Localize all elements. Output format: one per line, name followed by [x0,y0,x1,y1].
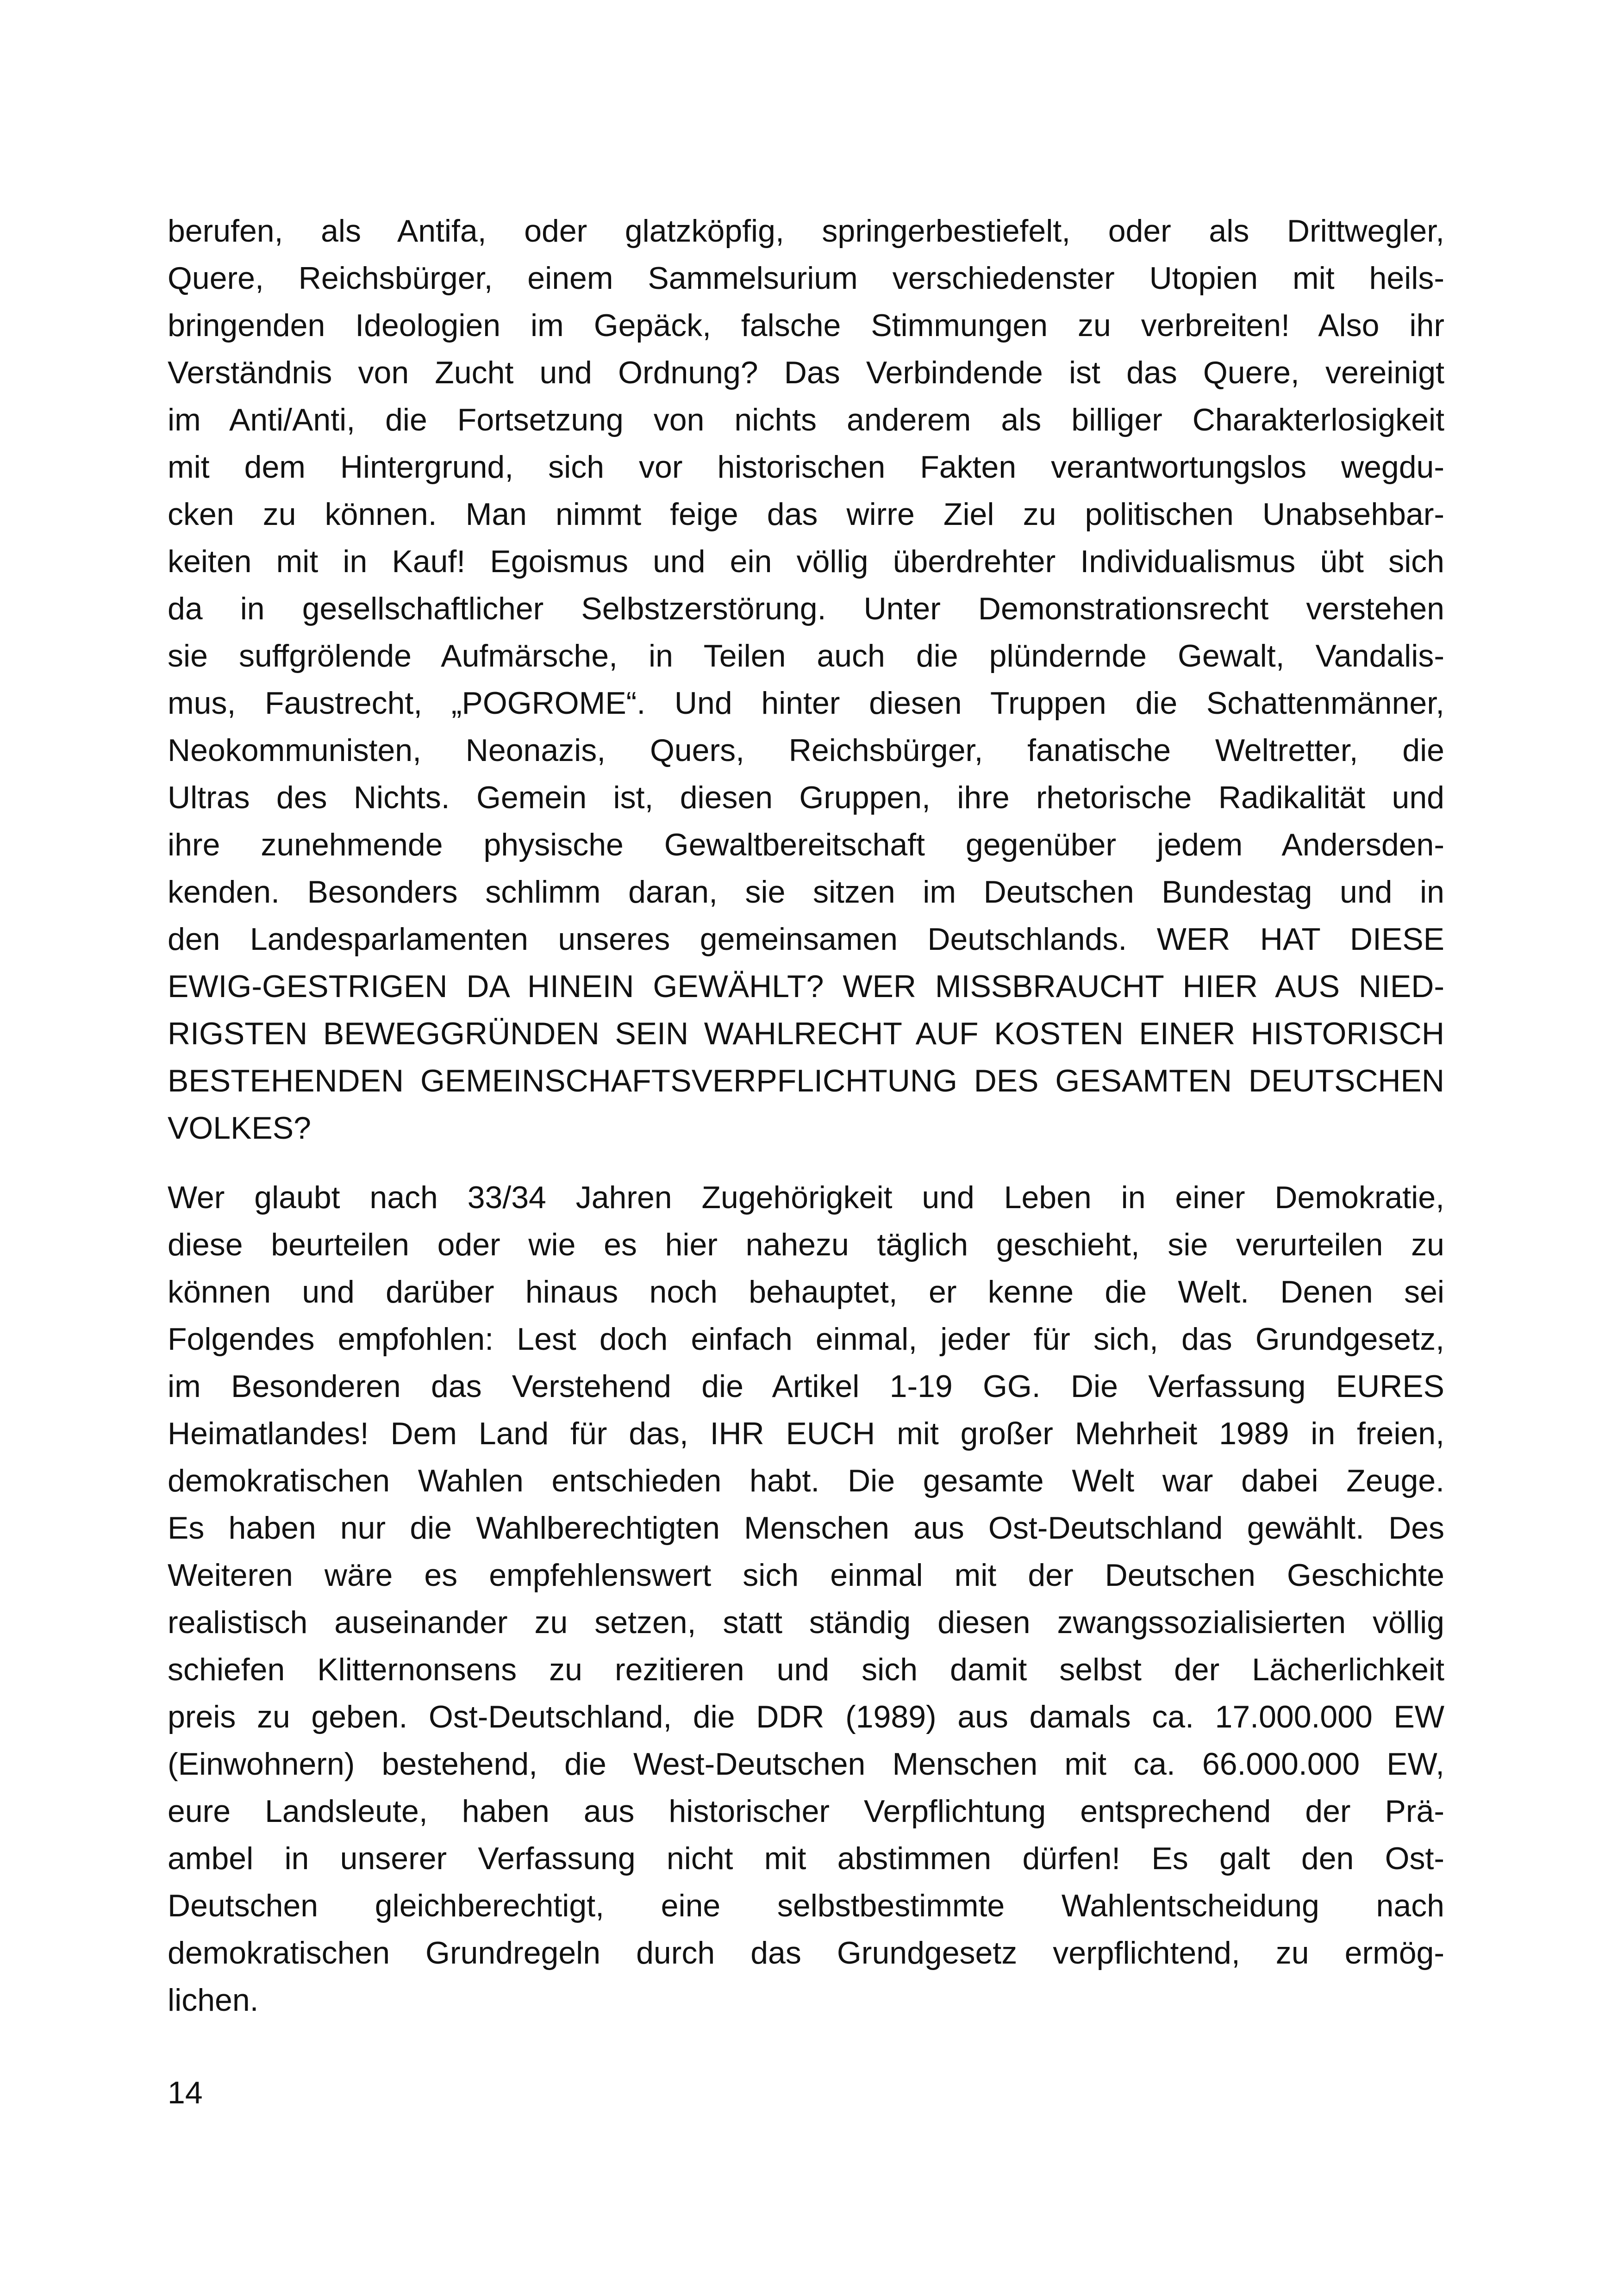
text-line: Ultras des Nichts. Gemein ist, diesen Gruppen, ihre rhetorische Radikalität und [168,780,1444,815]
text-line: im Anti/Anti, die Fortsetzung von nichts anderem als billiger Charakterlosigkeit [168,402,1444,437]
text-line: da in gesellschaftlicher Selbstzerstörung. Unter Demonstrationsrecht verstehen [168,591,1444,626]
text-line: Folgendes empfohlen: Lest doch einfach einmal, jeder für sich, das Grundgesetz, [168,1322,1444,1357]
text-line: Deutschen gleichberechtigt, eine selbstbestimmte Wahlentscheidung nach [168,1888,1444,1923]
page-number: 14 [168,2075,203,2110]
paragraph [168,1174,1444,2024]
text-line: ambel in unserer Verfassung nicht mit abstimmen dürfen! Es galt den Ost- [168,1841,1444,1876]
text-line: sie suffgrölende Aufmärsche, in Teilen auch die plündernde Gewalt, Vandalis- [168,638,1444,674]
text-line: Heimatlandes! Dem Land für das, IHR EUCH mit großer Mehrheit 1989 in freien, [168,1416,1444,1451]
text-line: Neokommunisten, Neonazis, Quers, Reichsbürger, fanatische Weltretter, die [168,733,1444,768]
text-line: Quere, Reichsbürger, einem Sammelsurium verschiedenster Utopien mit heils- [168,261,1444,296]
text-line: bringenden Ideologien im Gepäck, falsche Stimmungen zu verbreiten! Also ihr [168,308,1444,343]
text-line: VOLKES? [168,1110,311,1146]
text-line: berufen, als Antifa, oder glatzköpfig, springerbestiefelt, oder als Drittwegler, [168,213,1444,249]
text-line: BESTEHENDEN GEMEINSCHAFTSVERPFLICHTUNG DES GESAMTEN DEUTSCHEN [168,1063,1444,1098]
text-line: mit dem Hintergrund, sich vor historischen Fakten verantwortungslos wegdu- [168,449,1444,485]
text-line: RIGSTEN BEWEGGRÜNDEN SEIN WAHLRECHT AUF KOSTEN EINER HISTORISCH [168,1016,1444,1051]
text-line: lichen. [168,1983,259,2018]
text-line: diese beurteilen oder wie es hier nahezu täglich geschieht, sie verurteilen zu [168,1227,1444,1262]
text-line: demokratischen Grundregeln durch das Grundgesetz verpflichtend, zu ermög- [168,1935,1444,1971]
text-line: Es haben nur die Wahlberechtigten Menschen aus Ost-Deutschland gewählt. Des [168,1510,1444,1546]
text-line: EWIG-GESTRIGEN DA HINEIN GEWÄHLT? WER MISSBRAUCHT HIER AUS NIED- [168,969,1444,1004]
text-line: Verständnis von Zucht und Ordnung? Das Verbindende ist das Quere, vereinigt [168,355,1444,390]
text-line: cken zu können. Man nimmt feige das wirre Ziel zu politischen Unabsehbar- [168,497,1444,532]
text-line: eure Landsleute, haben aus historischer Verpflichtung entsprechend der Prä- [168,1794,1444,1829]
text-line: Wer glaubt nach 33/34 Jahren Zugehörigkeit und Leben in einer Demokratie, [168,1180,1444,1215]
text-line: mus, Faustrecht, „POGROME“. Und hinter diesen Truppen die Schattenmänner, [168,686,1444,721]
body-text [168,207,1444,2024]
text-line: preis zu geben. Ost-Deutschland, die DDR (1989) aus damals ca. 17.000.000 EW [168,1699,1444,1734]
text-line: schiefen Klitternonsens zu rezitieren und sich damit selbst der Lächerlichkeit [168,1652,1444,1687]
text-line: keiten mit in Kauf! Egoismus und ein völlig überdrehter Individualismus übt sich [168,544,1444,579]
text-line: realistisch auseinander zu setzen, statt ständig diesen zwangssozialisierten völlig [168,1605,1444,1640]
text-line: kenden. Besonders schlimm daran, sie sitzen im Deutschen Bundestag und in [168,874,1444,910]
text-line: Weiteren wäre es empfehlenswert sich einmal mit der Deutschen Geschichte [168,1558,1444,1593]
paragraph [168,207,1444,1152]
text-line: können und darüber hinaus noch behauptet, er kenne die Welt. Denen sei [168,1274,1444,1310]
text-line: im Besonderen das Verstehend die Artikel 1-19 GG. Die Verfassung EURES [168,1369,1444,1404]
text-line: (Einwohnern) bestehend, die West-Deutschen Menschen mit ca. 66.000.000 EW, [168,1746,1444,1782]
text-line: ihre zunehmende physische Gewaltbereitschaft gegenüber jedem Andersden- [168,827,1444,862]
text-line: den Landesparlamenten unseres gemeinsamen Deutschlands. WER HAT DIESE [168,922,1444,957]
text-line: demokratischen Wahlen entschieden habt. Die gesamte Welt war dabei Zeuge. [168,1463,1444,1498]
